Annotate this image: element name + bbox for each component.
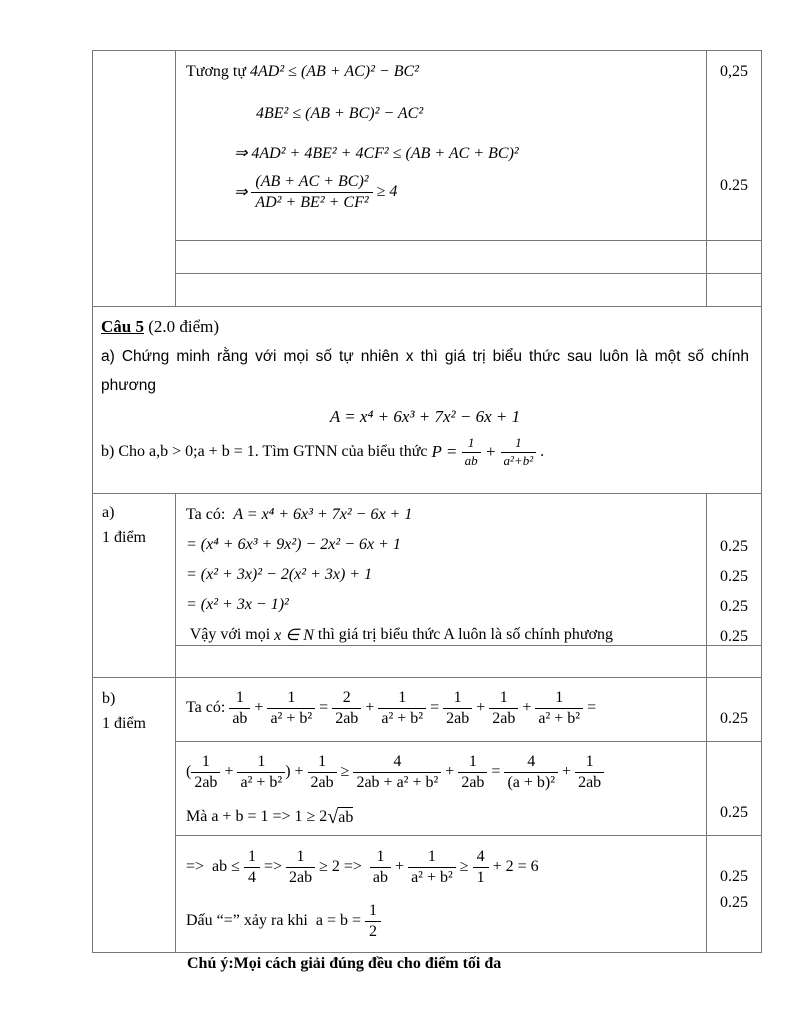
part-a-label-cell <box>93 494 176 678</box>
score-value: 0,25 <box>720 63 748 80</box>
part-b-label-cell <box>93 678 176 953</box>
math-line: ⇒ 4AD² + 4BE² + 4CF² ≤ (AB + AC + BC)² <box>234 145 519 162</box>
math-line: = (x² + 3x − 1)² <box>186 596 289 613</box>
math-line: Dấu “=” xảy ra khi a = b = $\frac{1}{2}$ <box>186 894 706 948</box>
math-line: ⇒ $\frac{\text{(AB + AC + BC)²}}{\text{AD² + BE² + CF²}}$ ≥ 4 <box>234 173 398 211</box>
cell-empty-row <box>176 241 707 274</box>
cau5-formula-A: A = x⁴ + 6x³ + 7x² − 6x + 1 <box>329 407 521 426</box>
cell-question-label-empty <box>93 51 176 307</box>
part-b-solution-row1 <box>176 678 707 742</box>
math-line: = (x² + 3x)² − 2(x² + 3x) + 1 <box>186 566 373 583</box>
math-line: 4BE² ≤ (AB + BC)² − AC² <box>256 105 424 122</box>
cell-empty-row <box>176 646 707 678</box>
score-value: 0.25 <box>720 804 748 821</box>
part-b-points: 1 điểm <box>102 715 146 732</box>
part-a-score-cell <box>707 494 762 646</box>
math-line: Mà a + b = 1 => 1 ≥ 2 √ ab <box>186 806 354 828</box>
answer-key-table <box>92 50 762 953</box>
cau5-statement-section <box>93 307 762 494</box>
cell-empty-score <box>707 241 762 274</box>
cell-empty-score <box>707 646 762 678</box>
part-a-points: 1 điểm <box>102 529 146 546</box>
cau5-points: (2.0 điểm) <box>143 317 220 336</box>
math-line: Ta có: $\frac{1}{ab}$ + $\frac{1}{\text{a² + b²}}$ = $\frac{2}{2ab}$ + $\frac{1}{\text{a² + b²}}$ = $\frac{1}{2ab}$ + $\frac{1}{2ab}$ + $\frac{1}{\text{a² + b²}}$ = <box>186 688 597 727</box>
part-b-score-row3 <box>707 836 762 953</box>
score-value: 0.25 <box>720 568 748 585</box>
part-b-score-row2 <box>707 742 762 836</box>
math-line: => ab ≤ $\frac{1}{4}$ => $\frac{1}{2ab}$ ≥ 2 => $\frac{1}{ab}$ + $\frac{1}{\text{a² + b²}}$ ≥ $\frac{4}{1}$ + 2 = 6 <box>186 847 539 886</box>
part-a-solution-cell <box>176 494 707 646</box>
part-b-solution-row2 <box>176 742 707 836</box>
score-value: 0.25 <box>720 894 748 911</box>
math-line: ( $\frac{1}{2ab}$ + $\frac{1}{\text{a² + b²}}$ ) + $\frac{1}{2ab}$ ≥ $\frac{4}{\text{2ab + a² + b²}}$ + $\frac{1}{2ab}$ = $\frac{4}{\text{(a + b)²}}$ + $\frac{1}{2ab}$ <box>186 746 706 798</box>
math-line: Ta có: A = x⁴ + 6x³ + 7x² − 6x + 1 <box>186 506 413 523</box>
part-a-label: a) <box>102 504 115 521</box>
cell-empty-score <box>707 274 762 307</box>
score-value: 0.25 <box>720 628 748 645</box>
grading-note: Chú ý:Mọi cách giải đúng đều cho điểm tối đa <box>187 955 502 972</box>
score-value: 0.25 <box>720 868 748 885</box>
score-value: 0.25 <box>720 710 748 727</box>
part-b-label: b) <box>102 690 116 707</box>
cell-empty-row <box>176 274 707 307</box>
cau5-number: Câu 5 <box>101 317 144 336</box>
score-value: 0.25 <box>720 177 748 194</box>
math-line: Vậy với mọi x ∈ N thì giá trị biểu thức A luôn là số chính phương <box>186 626 613 644</box>
cell-continuation-solution <box>176 51 707 241</box>
score-value: 0.25 <box>720 598 748 615</box>
part-b-solution-row3 <box>176 836 707 953</box>
cell-continuation-score <box>707 51 762 241</box>
cau5-part-b-statement: b) Cho a,b > 0;a + b = 1. Tìm GTNN của biểu thức P = $\frac{1}{ab}$ + $\frac{1}{\text{a²+b²}}$ . <box>101 435 545 468</box>
cau5-heading <box>101 317 749 337</box>
math-line: = (x⁴ + 6x³ + 9x²) − 2x² − 6x + 1 <box>186 536 401 553</box>
score-value: 0.25 <box>720 538 748 555</box>
cau5-part-a-statement: a) Chứng minh rằng với mọi số tự nhiên x thì giá trị biểu thức sau luôn là một số chính phương <box>101 348 749 394</box>
math-line: Tương tự 4AD² ≤ (AB + AC)² − BC² <box>186 63 419 80</box>
part-b-score-row1 <box>707 678 762 742</box>
